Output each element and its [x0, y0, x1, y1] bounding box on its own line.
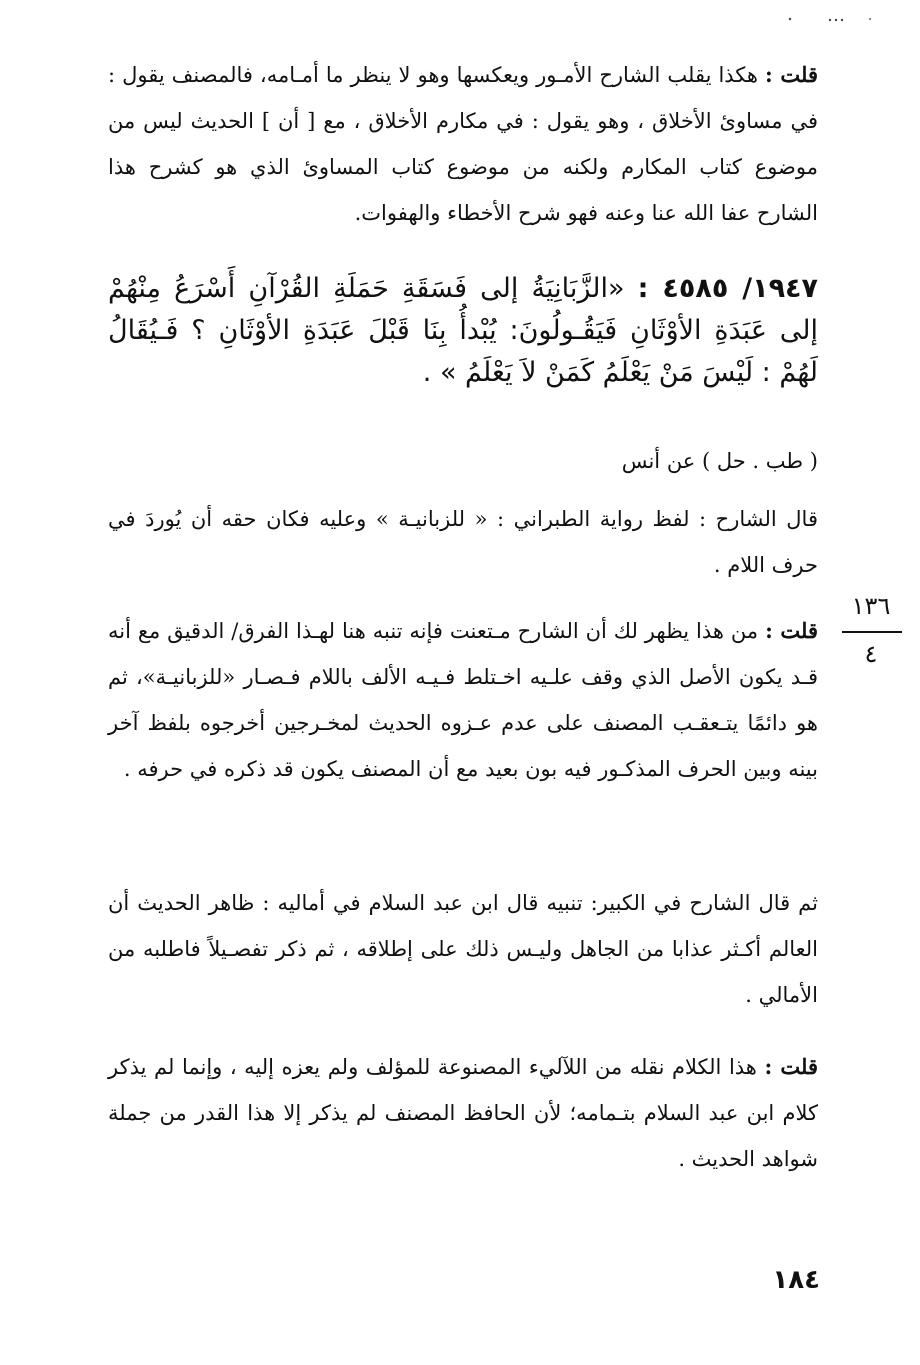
paragraph-comment-2 — [108, 608, 818, 792]
paragraph-text: ثم قال الشارح في الكبير: تنبيه قال ابن عبد السلام في أماليه : ظاهر الحديث أن العالم أكـثر عذابا من الجاهل وليـس ذلك على إطلاقه ، ثم ذكر تفصـيلاً فاطلبه من الأمالي . — [108, 891, 818, 1007]
paragraph-comment-3 — [108, 1044, 818, 1182]
scan-artifact-dots — [780, 14, 880, 24]
paragraph-comment-1 — [108, 52, 818, 236]
hadith-source — [108, 438, 818, 484]
paragraph-label: قلت : — [764, 1054, 818, 1079]
paragraph-label: قلت : — [765, 618, 818, 643]
paragraph-label: قلت : — [764, 62, 818, 87]
hadith-entry — [108, 268, 818, 394]
paragraph-text: هذا الكلام نقله من اللآليء المصنوعة للمؤلف ولم يعزه إليه ، وإنما لم يذكر كلام ابن عبد السلام بتـمامه؛ لأن الحافظ المصنف لم يذكر إلا هذا القدر من جملة شواهد الحديث . — [108, 1055, 818, 1171]
hadith-number: ١٩٤٧/ ٤٥٨٥ : — [637, 273, 819, 304]
paragraph-text: من هذا يظهر لك أن الشارح مـتعنت فإنه تنبه هنا لهـذا الفرق/ الدقيق مع أنه قـد يكون الأصل الذي وقف علـيه اخـتلط فـيـه الألف باللام فـصـار «للزبانيـة»، ثم هو دائمًا يتـعقـب المصنف على عدم عـزوه الحديث لمخـرجين أخرجوه بلفظ آخر بينه وبين الحرف المذكـور فيه بون بعيد مع أن المصنف يكون قد ذكره في حرفه . — [108, 619, 818, 781]
hadith-text: «الزَّبَانِيَةُ إلى فَسَقَةِ حَمَلَةِ القُرْآنِ أَسْرَعُ مِنْهُمْ إلى عَبَدَةِ الأوْثَانِ فَيَقُـولُونَ: يُبْدأُ بِنَا قَبْلَ عَبَدَةِ الأوْثَانِ ؟ فَـيُقَالُ لَهُمْ : لَيْسَ مَنْ يَعْلَمُ كَمَنْ لاَ يَعْلَمُ » . — [108, 273, 818, 388]
source-text: ( طب . حل ) عن أنس — [621, 449, 818, 473]
margin-divider — [842, 631, 902, 633]
page-number: ١٨٤ — [772, 1265, 820, 1295]
paragraph-commentator — [108, 496, 818, 588]
paragraph-commentator-kabir — [108, 880, 818, 1018]
margin-page-ref-bottom: ٤ — [864, 640, 878, 668]
margin-page-ref-top: ١٣٦ — [851, 592, 891, 620]
paragraph-text: هكذا يقلب الشارح الأمـور ويعكسها وهو لا ينظر ما أمـامه، فالمصنف يقول : في مساوئ الأخلاق ، وهو يقول : في مكارم الأخلاق ، مع [ أن ] الحديث ليس من موضوع كتاب المكارم ولكنه من موضوع كتاب المساوئ الذي هو كشرح هذا الشارح عفا الله عنا وعنه فهو شرح الأخطاء والهفوات. — [108, 63, 818, 225]
paragraph-text: قال الشارح : لفظ رواية الطبراني : « للزبانيـة » وعليه فكان حقه أن يُوردَ في حرف اللام . — [108, 507, 818, 577]
